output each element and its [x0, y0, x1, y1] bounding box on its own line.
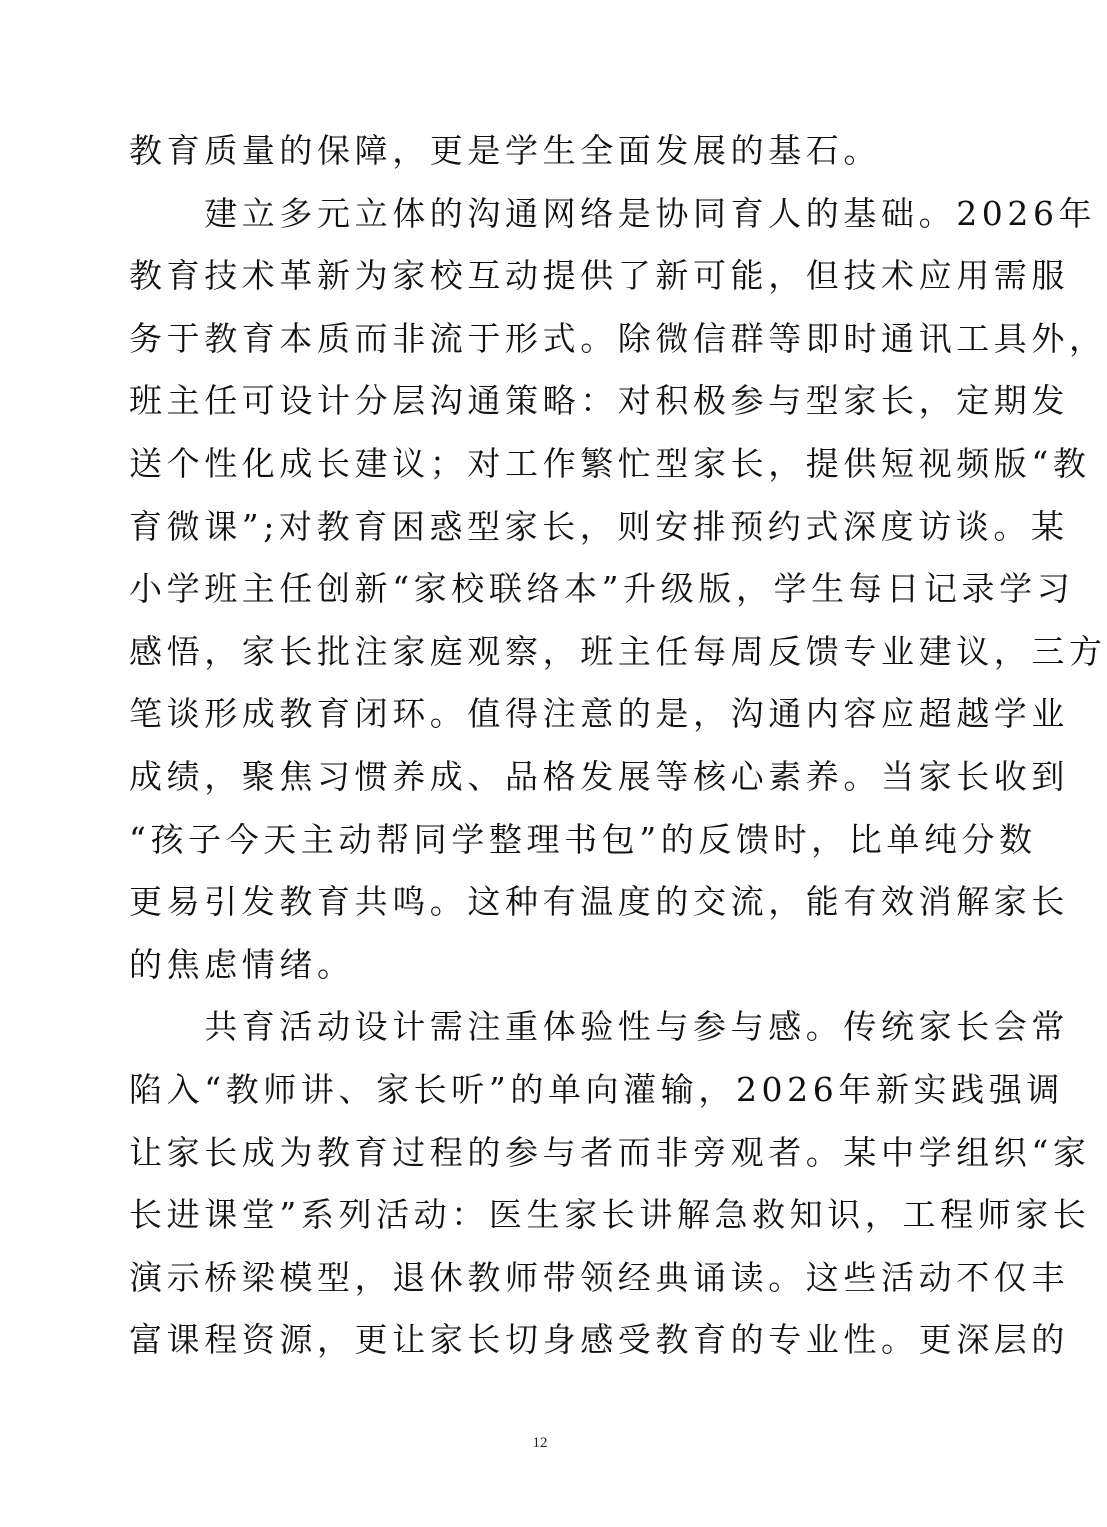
text-line: 共育活动设计需注重体验性与参与感。传统家长会常	[129, 1007, 1069, 1047]
text-line: 长进课堂”系列活动：医生家长讲解急救知识，工程师家长	[129, 1195, 1091, 1235]
text-line: 教育质量的保障，更是学生全面发展的基石。	[129, 131, 881, 170]
text-line: 教育技术革新为家校互动提供了新可能，但技术应用需服	[129, 256, 1069, 296]
text-line: 送个性化成长建议；对工作繁忙型家长，提供短视频版“教	[129, 443, 1091, 483]
text-line: 的焦虑情绪。	[129, 944, 355, 984]
text-line: 让家长成为教育过程的参与者而非旁观者。某中学组织“家	[129, 1132, 1091, 1172]
text-line: 演示桥梁模型，退休教师带领经典诵读。这些活动不仅丰	[129, 1257, 1069, 1297]
text-line: 小学班主任创新“家校联络本”升级版，学生每日记录学习	[129, 569, 1075, 609]
text-line: 育微课”;对教育困惑型家长，则安排预约式深度访谈。某	[129, 506, 1069, 546]
text-line: 感悟，家长批注家庭观察，班主任每周反馈专业建议，三方	[129, 631, 1107, 671]
text-line: 富课程资源，更让家长切身感受教育的专业性。更深层的	[129, 1320, 1069, 1360]
page-number: 12	[532, 1435, 548, 1451]
text-line: 建立多元立体的沟通网络是协同育人的基础。2026年	[129, 193, 1097, 233]
text-line: 成绩，聚焦习惯养成、品格发展等核心素养。当家长收到	[129, 756, 1069, 796]
text-line: 班主任可设计分层沟通策略：对积极参与型家长，定期发	[129, 381, 1069, 421]
text-line: 务于教育本质而非流于形式。除微信群等即时通讯工具外，	[129, 318, 1107, 358]
body-text	[129, 120, 1107, 1372]
text-line: 更易引发教育共鸣。这种有温度的交流，能有效消解家长	[129, 882, 1069, 922]
text-line: 陷入“教师讲、家长听”的单向灌输，2026年新实践强调	[129, 1069, 1064, 1109]
text-line: “孩子今天主动帮同学整理书包”的反馈时，比单纯分数	[129, 819, 1037, 859]
text-line: 笔谈形成教育闭环。值得注意的是，沟通内容应超越学业	[129, 694, 1069, 734]
